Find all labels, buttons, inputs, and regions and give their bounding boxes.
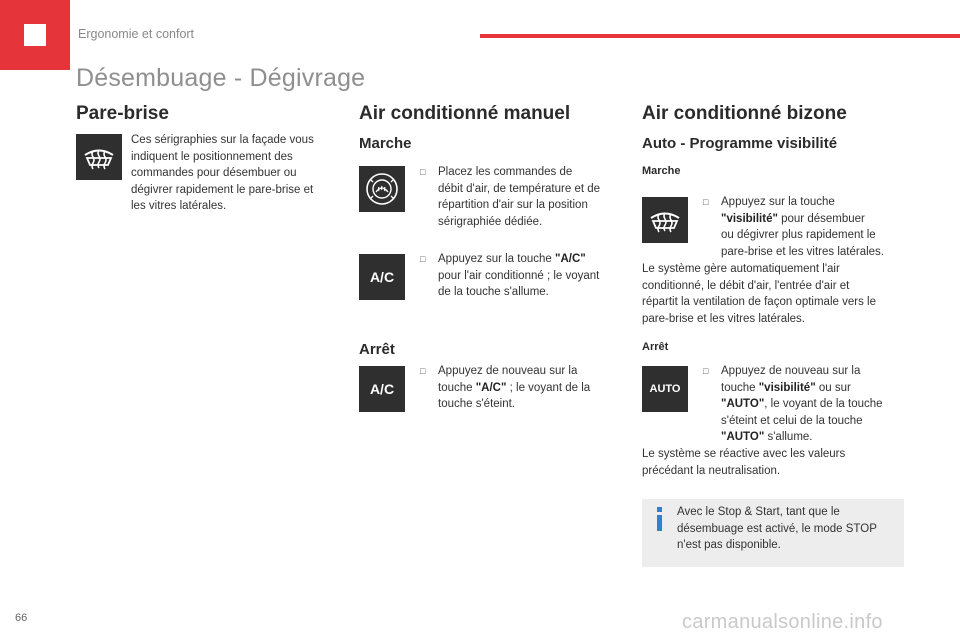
bizone-paragraph-2 [642,446,907,479]
info-box [642,499,904,567]
info-line: désembuage est activé, le mode STOP [677,522,877,535]
text-span: s'allume. [764,431,813,443]
key-name: "visibilité" [758,381,816,394]
bizone-paragraph-line: précédant la neutralisation. [642,464,781,477]
bizone-step-1-line: ou dégivrer plus rapidement le [721,229,876,241]
heading-bizone-marche: Marche [642,165,681,177]
pare-brise-line: dégivrer rapidement le pare-brise et [131,183,314,196]
key-name: "visibilité" [721,212,778,225]
manuel-step-3-line: Appuyez de nouveau sur la [438,365,578,377]
page-title: Désembuage - Dégivrage [76,64,366,92]
manuel-step-3-line: touche s'éteint. [438,398,515,410]
bizone-paragraph-line: conditionné, le débit d'air, l'entrée d'air et [642,279,850,292]
key-name: "A/C" [475,381,507,394]
ac-button-label: A/C [369,381,395,397]
pare-brise-line: les vitres latérales. [131,200,227,212]
watermark: carmanualsonline.info [682,611,883,633]
auto-button-icon [642,366,688,412]
bullet-icon: □ [420,167,426,177]
auto-button-label: AUTO [649,383,681,395]
section-label: Ergonomie et confort [78,27,195,41]
text-span: Appuyez sur la touche [438,253,555,265]
chapter-tab-square [24,24,46,46]
key-name: "A/C" [555,253,586,265]
ac-button-label: A/C [369,269,395,285]
bizone-paragraph-line: Le système se réactive avec les valeurs [642,448,846,460]
text-span: touche [438,381,476,394]
heading-bizone-arret: Arrêt [642,341,669,353]
ac-button-icon [359,254,405,300]
info-line: Avec le Stop & Start, tant que le [677,506,840,518]
heading-manuel: Air conditionné manuel [359,103,571,124]
info-text [677,504,899,554]
manuel-step-1-line: débit d'air, de température et de [438,182,601,195]
bullet-icon: □ [420,254,426,264]
pare-brise-text [131,132,346,215]
heading-pare-brise: Pare-brise [76,103,169,124]
manuel-step-2-line: de la touche s'allume. [438,286,549,298]
info-line: n'est pas disponible. [677,539,781,551]
bullet-icon: □ [703,197,709,207]
chapter-tab [0,0,70,70]
pare-brise-line: indiquent le positionnement des [131,150,293,163]
bullet-icon: □ [420,366,426,376]
bizone-step-1-line: pare-brise et les vitres latérales. [721,245,884,258]
text-span: ; le voyant de la [506,381,591,394]
bizone-step-2-line: s'éteint et celui de la touche [721,414,863,427]
heading-bizone: Air conditionné bizone [642,103,847,124]
bizone-step-2-line: Appuyez de nouveau sur la [721,365,861,377]
text-span: pour désembuer [777,212,865,225]
ac-button-icon [359,366,405,412]
text-span: ou sur [815,381,851,394]
bizone-paragraph-line: Le système gère automatiquement l'air [642,263,840,275]
manuel-step-1-line: sérigraphiée dédiée. [438,215,543,228]
bizone-paragraph-line: répartit la ventilation de façon optimale vers le [642,296,876,308]
info-icon [654,507,666,531]
defrost-windscreen-icon [76,134,122,180]
climate-knob-icon [359,166,405,212]
heading-manuel-marche: Marche [359,135,412,152]
manuel-step-1-line: Placez les commandes de [438,166,573,178]
manuel-step-1-line: répartition d'air sur la position [438,199,588,211]
key-name: "AUTO" [721,431,765,443]
manuel-step-2-line: pour l'air conditionné ; le voyant [438,269,600,282]
page-number: 66 [15,612,28,624]
defrost-windscreen-icon [642,197,688,243]
heading-manuel-arret: Arrêt [359,341,395,358]
bullet-icon: □ [703,366,709,376]
header-rule [480,34,960,38]
pare-brise-line: Ces sérigraphies sur la façade vous [131,134,314,146]
text-span: touche [721,381,759,394]
key-name: "AUTO" [721,398,765,410]
text-span: , le voyant de la touche [764,398,883,410]
bizone-step-1-line: Appuyez sur la touche [721,196,835,208]
bizone-paragraph-1 [642,261,907,327]
pare-brise-line: commandes pour désembuer ou [131,167,297,179]
heading-bizone-auto: Auto - Programme visibilité [642,135,838,152]
bizone-paragraph-line: pare-brise et les vitres latérales. [642,312,805,325]
